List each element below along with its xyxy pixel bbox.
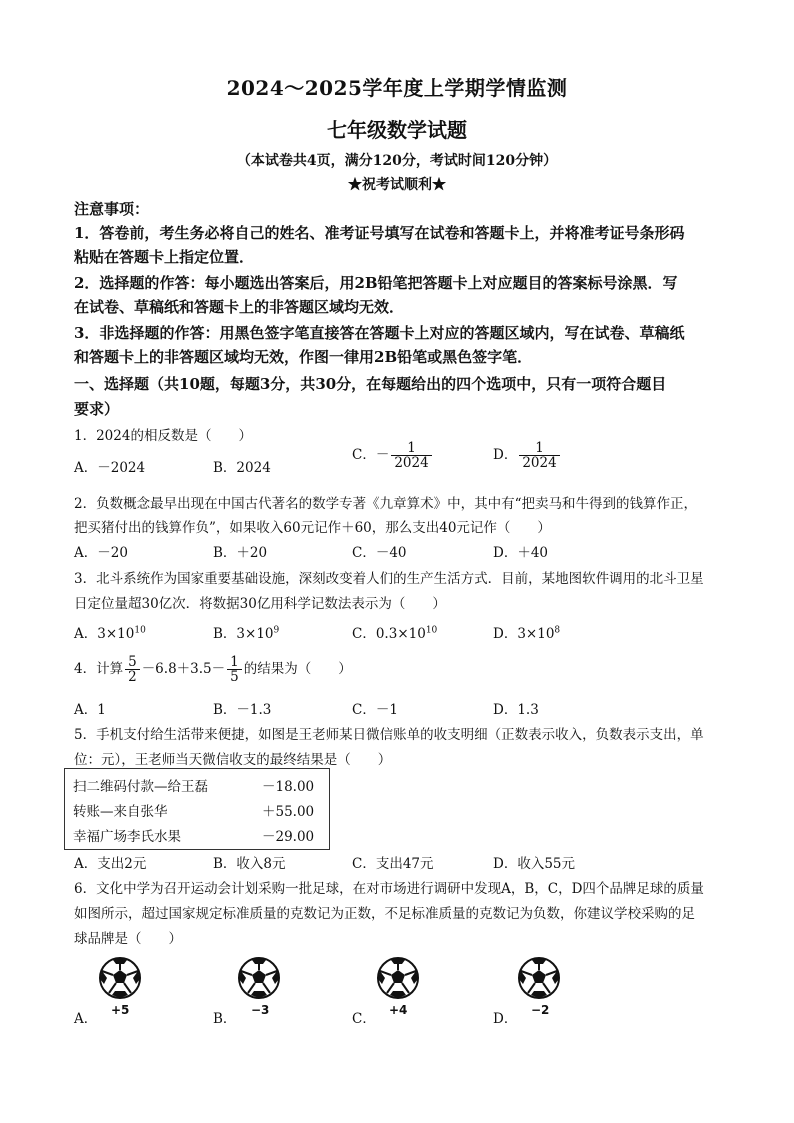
option-exponent: 10: [425, 625, 438, 636]
question-2-line-1: 2．负数概念最早出现在中国古代著名的数学专著《九章算术》中，其中有“把卖马和牛得到的钱算作正，: [74, 496, 697, 512]
q4-expression: －6.8＋3.5－: [141, 661, 226, 678]
bill-item: 扫二维码付款—给王磊: [73, 779, 208, 795]
q1-option-a: A．－2024: [74, 460, 146, 476]
option-label: A．: [74, 626, 98, 642]
q3-option-b: [213, 622, 279, 642]
soccer-ball-icon: [376, 956, 420, 1000]
fraction-numerator: 1: [407, 440, 416, 456]
fraction-numerator: 5: [128, 654, 137, 670]
q1-option-d-fraction: [519, 441, 559, 470]
q6-option-c: C．: [352, 1011, 376, 1027]
ball-a-weight-label: +5: [111, 1003, 130, 1017]
soccer-ball-icon: [98, 956, 142, 1000]
question-4-stem: [74, 655, 352, 684]
fraction-denominator: 2024: [391, 455, 431, 470]
q5-option-d: D．收入55元: [493, 856, 576, 872]
option-label: D．: [493, 626, 518, 642]
fraction-numerator: 1: [535, 440, 544, 456]
bill-amount: －29.00: [262, 829, 315, 845]
ball-d-weight-label: −2: [531, 1003, 550, 1017]
question-3-line-2: 日定位量超30亿次．将数据30亿用科学记数法表示为（ ）: [74, 596, 446, 612]
question-5-line-2: 位：元），王老师当天微信收支的最终结果是（ ）: [74, 752, 392, 768]
q6-option-b: B．: [213, 1011, 237, 1027]
notice-heading: 注意事项：: [74, 200, 150, 218]
q4-prefix: 4．计算: [74, 661, 124, 678]
q2-option-c: C．－40: [352, 545, 407, 561]
option-exponent: 9: [273, 625, 280, 636]
table-row: [73, 800, 323, 820]
question-2-line-2: 把买猪付出的钱算作负”，如果收入60元记作＋60，那么支出40元记作（ ）: [74, 520, 551, 536]
fraction-denominator: 2: [125, 669, 140, 684]
question-6-line-2: 如图所示，超过国家规定标准质量的克数记为正数，不足标准质量的克数记为负数，你建议学校采购的足: [74, 906, 695, 922]
notice-line-6: 和答题卡上的非答题区域均无效，作图一律用2B铅笔或黑色签字笔．: [74, 348, 533, 366]
option-exponent: 8: [554, 625, 561, 636]
option-base: 3×10: [517, 626, 555, 642]
question-6-line-3: 球品牌是（ ）: [74, 931, 182, 947]
ball-b-weight-label: −3: [251, 1003, 270, 1017]
q4-fraction-1: [125, 655, 140, 684]
exam-wish: ★祝考试顺利★: [348, 177, 446, 193]
question-6-line-1: 6．文化中学为召开运动会计划采购一批足球，在对市场进行调研中发现A，B，C，D四个品牌足球的质量: [74, 881, 704, 897]
q2-option-a: A．－20: [74, 545, 128, 561]
exam-info: （本试卷共4页，满分120分，考试时间120分钟）: [236, 153, 558, 169]
q6-option-a: A．: [74, 1011, 98, 1027]
option-base: 3×10: [97, 626, 135, 642]
section-heading-cont: 要求）: [74, 400, 120, 418]
q4-fraction-2: [227, 655, 242, 684]
table-row: [73, 775, 323, 795]
q3-option-c: [352, 622, 437, 642]
q1-option-c-fraction: [391, 441, 431, 470]
notice-line-4: 在试卷、草稿纸和答题卡上的非答题区域均无效．: [74, 298, 405, 316]
q1-option-d-label: D．: [493, 447, 518, 464]
q4-option-d: D．1.3: [493, 702, 539, 718]
q1-option-d: [493, 441, 562, 470]
fraction-numerator: 1: [230, 654, 239, 670]
q4-option-c: C．－1: [352, 702, 398, 718]
q1-option-c-label: C．: [352, 447, 376, 464]
q2-option-b: B．＋20: [213, 545, 268, 561]
option-label: C．: [352, 626, 376, 642]
ball-c-weight-label: +4: [389, 1003, 408, 1017]
option-exponent: 10: [134, 625, 146, 636]
notice-line-5: 3．非选择题的作答：用黑色签字笔直接答在答题卡上对应的答题区域内，写在试卷、草稿纸: [74, 324, 685, 342]
q5-option-c: C．支出47元: [352, 856, 434, 872]
fraction-denominator: 5: [227, 669, 242, 684]
option-base: 0.3×10: [375, 626, 426, 642]
q4-suffix: 的结果为（ ）: [243, 661, 352, 678]
option-label: B．: [213, 626, 237, 642]
section-heading: 一、选择题（共10题，每题3分，共30分，在每题给出的四个选项中，只有一项符合题目: [74, 375, 667, 393]
option-base: 3×10: [236, 626, 274, 642]
exam-title: 2024～2025学年度上学期学情监测: [226, 76, 568, 100]
q2-option-d: D．＋40: [493, 545, 549, 561]
question-1-stem: 1．2024的相反数是（ ）: [74, 428, 252, 444]
q1-option-b: B．2024: [213, 460, 271, 476]
bill-item: 幸福广场李氏水果: [73, 829, 181, 845]
q1-option-c: [352, 441, 434, 470]
q4-option-a: A．1: [74, 702, 106, 718]
bill-item: 转账—来自张华: [73, 804, 168, 820]
q5-option-a: A．支出2元: [74, 856, 147, 872]
q3-option-a: [74, 622, 146, 642]
bill-amount: －18.00: [262, 779, 315, 795]
q5-option-b: B．收入8元: [213, 856, 286, 872]
soccer-ball-icon: [237, 956, 281, 1000]
question-3-line-1: 3．北斗系统作为国家重要基础设施，深刻改变着人们的生产生活方式．目前，某地图软件调用的北斗卫星: [74, 571, 704, 587]
exam-subtitle: 七年级数学试题: [327, 118, 467, 142]
q1-option-c-sign: －: [375, 447, 390, 464]
q3-option-d: [493, 622, 560, 642]
table-row: [73, 825, 323, 845]
notice-line-2: 粘贴在答题卡上指定位置．: [74, 248, 255, 266]
bill-amount: ＋55.00: [262, 804, 315, 820]
question-5-line-1: 5．手机支付给生活带来便捷，如图是王老师某日微信账单的收支明细（正数表示收入，负数表示支出，单: [74, 727, 704, 743]
wechat-bill-table: [64, 768, 330, 850]
q6-option-d: D．: [493, 1011, 518, 1027]
fraction-denominator: 2024: [519, 455, 559, 470]
soccer-ball-icon: [517, 956, 561, 1000]
notice-line-3: 2．选择题的作答：每小题选出答案后，用2B铅笔把答题卡上对应题目的答案标号涂黑．写: [74, 274, 678, 292]
q4-option-b: B．－1.3: [213, 702, 272, 718]
notice-line-1: 1．答卷前，考生务必将自己的姓名、准考证号填写在试卷和答题卡上，并将准考证号条形码: [74, 224, 685, 242]
